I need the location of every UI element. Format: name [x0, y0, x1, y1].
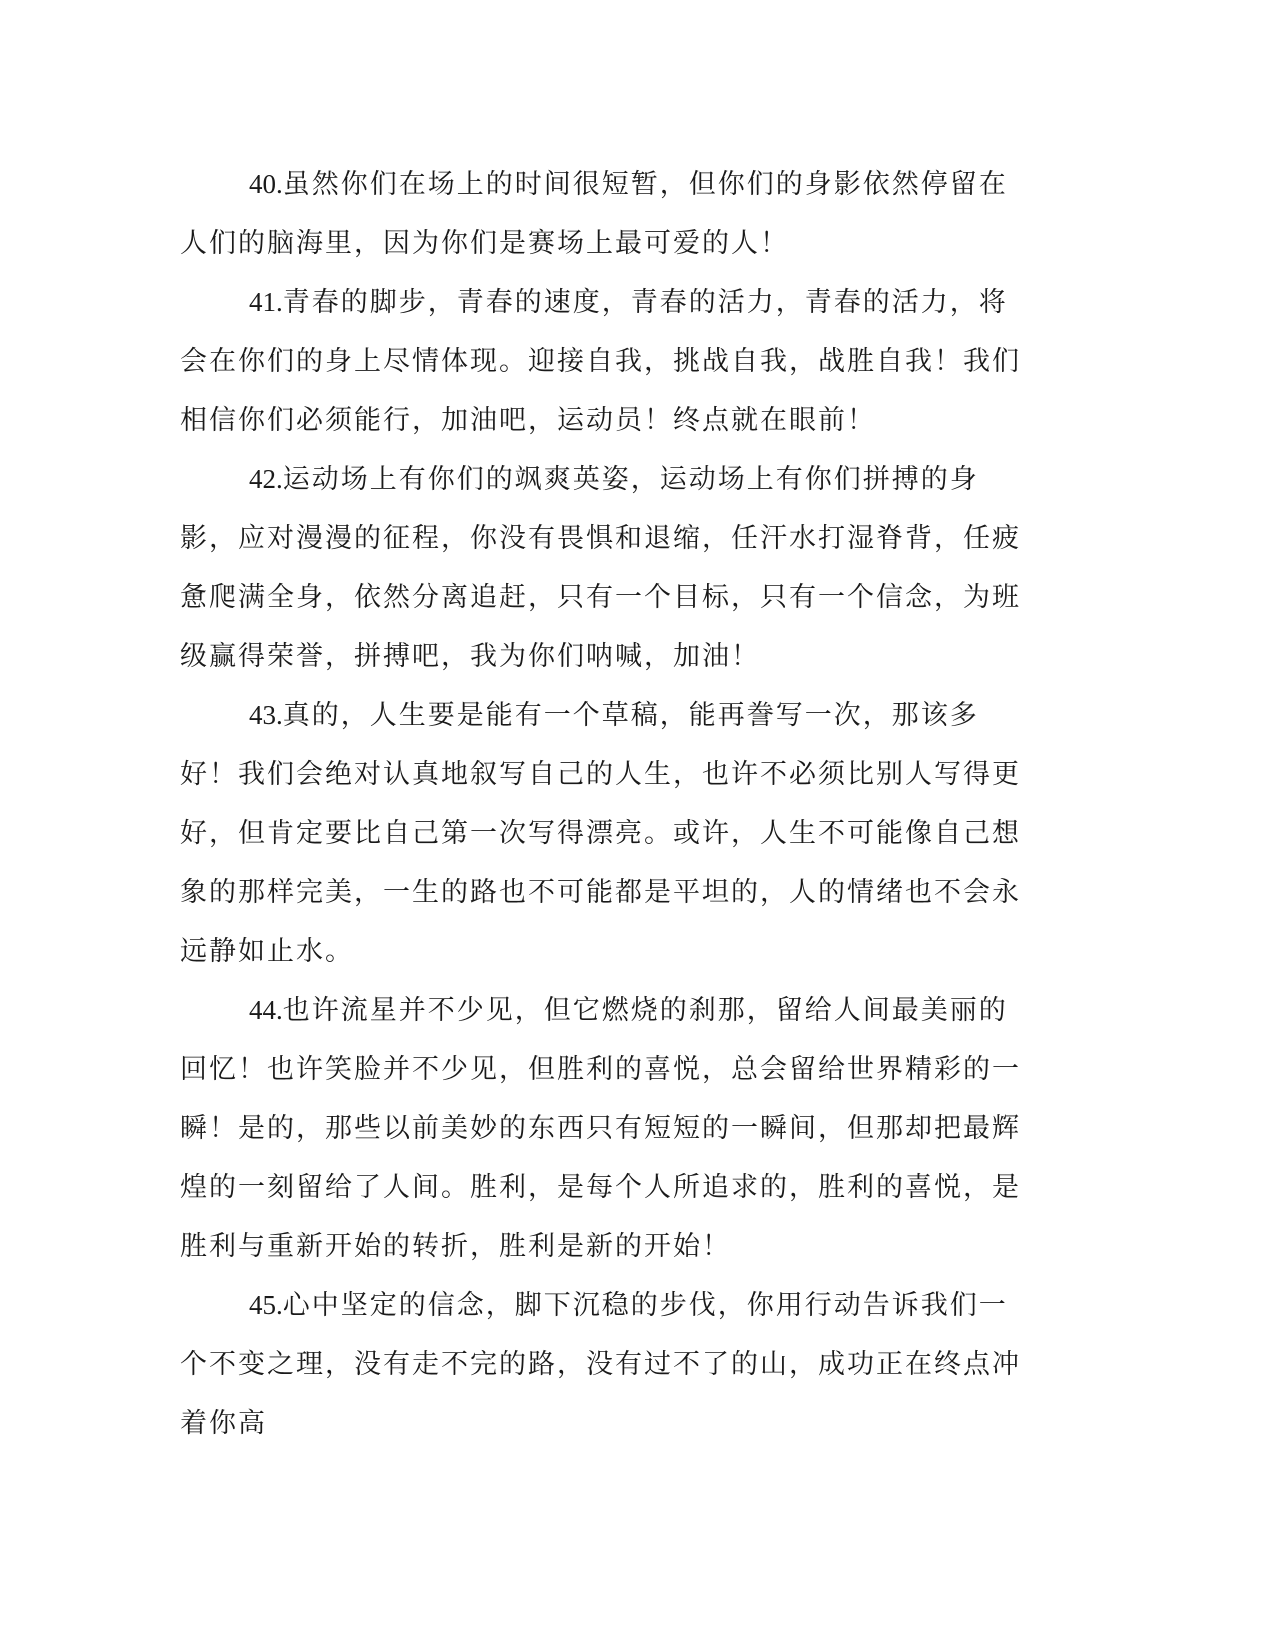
paragraph-number: 45. [249, 1290, 283, 1320]
paragraph-41 [180, 273, 1035, 450]
paragraph-42 [180, 450, 1035, 686]
document-body [180, 155, 1035, 1453]
paragraph-number: 42. [249, 464, 283, 494]
paragraph-number: 43. [249, 700, 283, 730]
paragraph-45 [180, 1276, 1035, 1453]
paragraph-text: 运动场上有你们的飒爽英姿，运动场上有你们拼搏的身影，应对漫漫的征程，你没有畏惧和退缩，任汗水打湿脊背，任疲惫爬满全身，依然分离追赶，只有一个目标，只有一个信念，为班级赢得荣誉，拼搏吧，我为你们呐喊，加油！ [180, 464, 1021, 672]
paragraph-43 [180, 686, 1035, 981]
paragraph-number: 41. [249, 287, 283, 317]
paragraph-text: 心中坚定的信念，脚下沉稳的步伐，你用行动告诉我们一个不变之理，没有走不完的路，没有过不了的山，成功正在终点冲着你高 [180, 1290, 1021, 1439]
paragraph-40 [180, 155, 1035, 273]
paragraph-number: 44. [249, 995, 283, 1025]
paragraph-text: 真的，人生要是能有一个草稿，能再誊写一次，那该多好！我们会绝对认真地叙写自己的人生，也许不必须比别人写得更好，但肯定要比自己第一次写得漂亮。或许，人生不可能像自己想象的那样完美，一生的路也不可能都是平坦的，人的情绪也不会永远静如止水。 [180, 700, 1021, 967]
paragraph-number: 40. [249, 169, 283, 199]
paragraph-text: 也许流星并不少见，但它燃烧的刹那，留给人间最美丽的回忆！也许笑脸并不少见，但胜利的喜悦，总会留给世界精彩的一瞬！是的，那些以前美妙的东西只有短短的一瞬间，但那却把最辉煌的一刻留给了人间。胜利，是每个人所追求的，胜利的喜悦，是胜利与重新开始的转折，胜利是新的开始！ [180, 995, 1021, 1262]
paragraph-text: 青春的脚步，青春的速度，青春的活力，青春的活力，将会在你们的身上尽情体现。迎接自我，挑战自我，战胜自我！我们相信你们必须能行，加油吧，运动员！终点就在眼前！ [180, 287, 1021, 436]
paragraph-text: 虽然你们在场上的时间很短暂，但你们的身影依然停留在人们的脑海里，因为你们是赛场上最可爱的人！ [180, 169, 1008, 259]
paragraph-44 [180, 981, 1035, 1276]
